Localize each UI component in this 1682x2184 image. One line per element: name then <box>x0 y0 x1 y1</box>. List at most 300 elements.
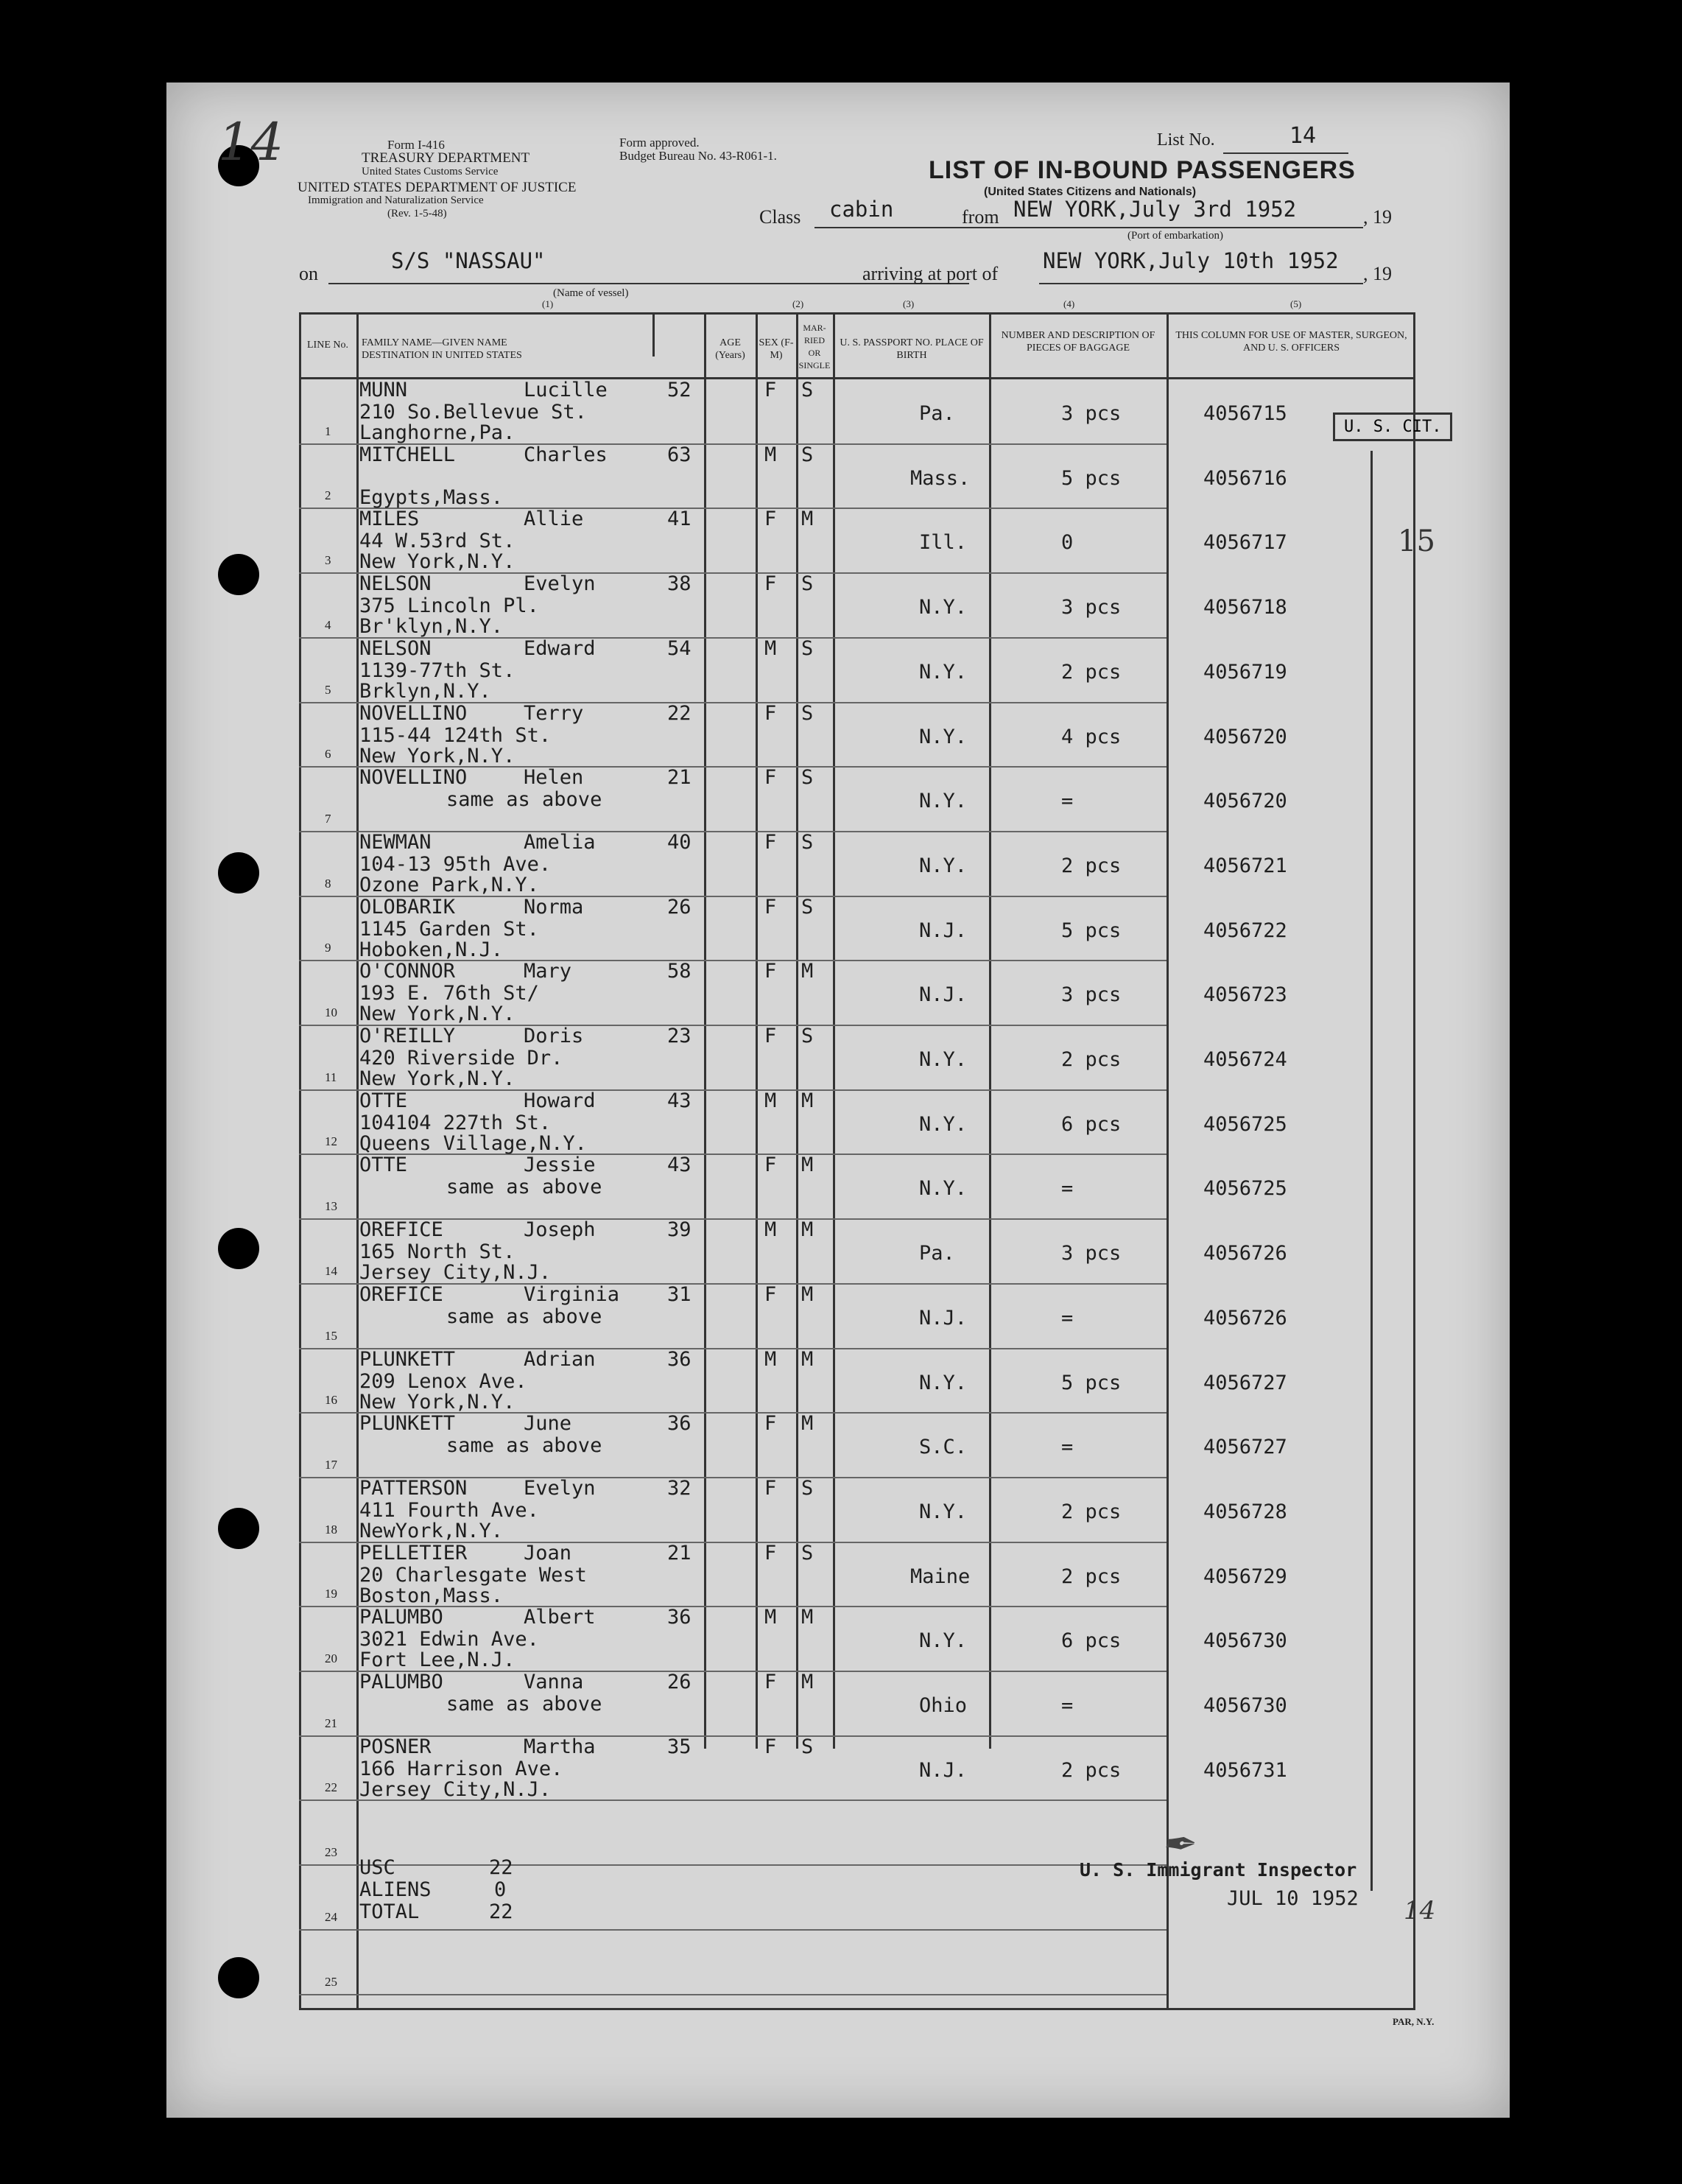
passenger-address: 104104 227th St. <box>359 1112 552 1134</box>
passenger-marital-status: M <box>801 1283 814 1306</box>
from-underline <box>1010 227 1363 228</box>
passenger-address: 104-13 95th Ave. <box>359 853 552 876</box>
ins-service: Immigration and Naturalization Service <box>308 194 484 206</box>
line-number: 7 <box>325 812 331 826</box>
col-divider <box>756 312 758 1749</box>
passenger-baggage: 3 pcs <box>1061 596 1122 619</box>
header-baggage: NUMBER AND DESCRIPTION OF PIECES OF BAGGAGE <box>1001 330 1155 354</box>
us-citizen-stamp: U. S. CIT. <box>1333 412 1452 441</box>
total-count: 22 <box>489 1900 513 1923</box>
line-number: 20 <box>325 1651 337 1665</box>
passenger-city: Br'klyn,N.Y. <box>359 615 504 638</box>
on-label: on <box>299 263 318 284</box>
passenger-city: Brklyn,N.Y. <box>359 680 491 703</box>
arriving-year: , 19 <box>1363 263 1392 284</box>
passenger-given-name: Allie <box>524 508 584 530</box>
passenger-birthplace: N.J. <box>919 1307 968 1330</box>
passenger-passport-number: 4056720 <box>1203 790 1287 812</box>
line-number: 3 <box>325 553 331 567</box>
passenger-baggage: = <box>1061 790 1074 812</box>
passenger-marital-status: M <box>801 960 814 983</box>
passenger-birthplace: Ohio <box>919 1694 968 1717</box>
passenger-address: same as above <box>446 1176 602 1198</box>
passenger-passport-number: 4056721 <box>1203 854 1287 877</box>
passenger-address: 44 W.53rd St. <box>359 530 515 552</box>
passenger-age: 26 <box>667 896 692 919</box>
line-number: 24 <box>325 1910 337 1924</box>
line-number: 17 <box>325 1458 337 1472</box>
passenger-surname: OTTE <box>359 1154 408 1176</box>
line-number: 25 <box>325 1975 337 1989</box>
passenger-given-name: June <box>524 1412 572 1435</box>
passenger-city: Langhorne,Pa. <box>359 421 515 444</box>
line-number: 4 <box>325 618 331 632</box>
passenger-city: New York,N.Y. <box>359 745 515 768</box>
passenger-surname: OTTE <box>359 1089 408 1112</box>
passenger-sex: F <box>764 1025 777 1047</box>
punch-hole <box>218 1228 259 1269</box>
col-divider <box>796 312 798 1749</box>
passenger-sex: F <box>764 572 777 595</box>
passenger-baggage: = <box>1061 1694 1074 1717</box>
page-subtitle: (United States Citizens and Nationals) <box>984 186 1197 198</box>
passenger-passport-number: 4056715 <box>1203 402 1287 425</box>
passenger-marital-status: S <box>801 831 814 854</box>
aliens-label: ALIENS <box>359 1878 432 1901</box>
treasury-dept: TREASURY DEPARTMENT <box>362 150 530 166</box>
passenger-address: 166 Harrison Ave. <box>359 1758 563 1780</box>
passenger-age: 31 <box>667 1283 692 1306</box>
passenger-city: New York,N.Y. <box>359 1003 515 1025</box>
passenger-age: 36 <box>667 1606 692 1629</box>
passenger-address: 420 Riverside Dr. <box>359 1047 563 1070</box>
passenger-sex: F <box>764 1477 777 1500</box>
punch-hole <box>218 852 259 893</box>
line-number: 6 <box>325 747 331 761</box>
form-approved: Form approved. <box>619 136 700 150</box>
page-note: 14 <box>1404 1896 1436 1925</box>
passenger-city: Ozone Park,N.Y. <box>359 874 539 896</box>
passenger-marital-status: M <box>801 508 814 530</box>
passenger-marital-status: M <box>801 1671 814 1693</box>
line-number: 8 <box>325 877 331 891</box>
passenger-surname: NOVELLINO <box>359 702 468 725</box>
passenger-baggage: 3 pcs <box>1061 1242 1122 1265</box>
passenger-sex: M <box>764 1606 777 1629</box>
passenger-surname: NELSON <box>359 637 432 660</box>
from-year: , 19 <box>1363 206 1392 228</box>
passenger-age: 40 <box>667 831 692 854</box>
passenger-birthplace: N.J. <box>919 1759 968 1782</box>
passenger-address: 375 Lincoln Pl. <box>359 594 539 617</box>
passenger-surname: PLUNKETT <box>359 1412 456 1435</box>
header-passport: U. S. PASSPORT NO. PLACE OF BIRTH <box>840 337 984 361</box>
passenger-marital-status: M <box>801 1606 814 1629</box>
passenger-city: New York,N.Y. <box>359 550 515 573</box>
passenger-sex: F <box>764 1735 777 1758</box>
passenger-age: 52 <box>667 379 692 401</box>
passenger-sex: M <box>764 1089 777 1112</box>
header-married: MAR-RIED OR SINGLE <box>798 323 831 371</box>
passenger-birthplace: N.Y. <box>919 1629 968 1652</box>
col-divider <box>652 312 655 357</box>
passenger-surname: POSNER <box>359 1735 432 1758</box>
col-num-4: (4) <box>1063 298 1075 309</box>
passenger-passport-number: 4056731 <box>1203 1759 1287 1782</box>
passenger-surname: OLOBARIK <box>359 896 456 919</box>
passenger-age: 58 <box>667 960 692 983</box>
passenger-city: Boston,Mass. <box>359 1584 504 1607</box>
header-officers: THIS COLUMN FOR USE OF MASTER, SURGEON, AND U. S. OFFICERS <box>1175 330 1407 354</box>
col-num-3: (3) <box>903 298 915 309</box>
passenger-surname: MILES <box>359 508 420 530</box>
passenger-surname: PALUMBO <box>359 1606 443 1629</box>
passenger-passport-number: 4056722 <box>1203 919 1287 942</box>
passenger-birthplace: S.C. <box>919 1436 968 1458</box>
passenger-passport-number: 4056718 <box>1203 596 1287 619</box>
passenger-given-name: Mary <box>524 960 572 983</box>
passenger-baggage: 2 pcs <box>1061 854 1122 877</box>
col-num-1: (1) <box>542 298 554 309</box>
passenger-surname: OREFICE <box>359 1218 443 1241</box>
passenger-sex: F <box>764 1283 777 1306</box>
passenger-surname: MITCHELL <box>359 443 456 466</box>
aliens-count: 0 <box>494 1878 507 1901</box>
header-line: LINE No. <box>307 340 348 351</box>
header-sex: SEX (F-M) <box>759 337 794 361</box>
vessel-label: (Name of vessel) <box>553 287 629 299</box>
passenger-given-name: Virginia <box>524 1283 620 1306</box>
passenger-given-name: Edward <box>524 637 596 660</box>
line-number: 16 <box>325 1393 337 1407</box>
passenger-sex: F <box>764 896 777 919</box>
row-rule <box>299 1929 1167 1931</box>
passenger-birthplace: N.Y. <box>919 790 968 812</box>
punch-hole <box>218 554 259 595</box>
passenger-birthplace: N.J. <box>919 983 968 1006</box>
passenger-given-name: Evelyn <box>524 572 596 595</box>
row-rule <box>299 1864 1167 1866</box>
passenger-baggage: 2 pcs <box>1061 1048 1122 1071</box>
passenger-baggage: 2 pcs <box>1061 661 1122 684</box>
vessel-name: S/S "NASSAU" <box>391 248 546 273</box>
line-number: 19 <box>325 1587 337 1601</box>
col-divider <box>1167 312 1169 2010</box>
passenger-baggage: 6 pcs <box>1061 1629 1122 1652</box>
line-number: 11 <box>325 1070 337 1084</box>
page-title: LIST OF IN-BOUND PASSENGERS <box>929 156 1356 184</box>
passenger-age: 63 <box>667 443 692 466</box>
passenger-marital-status: S <box>801 1542 814 1565</box>
class-value: cabin <box>829 197 894 222</box>
passenger-city: Queens Village,N.Y. <box>359 1132 587 1155</box>
passenger-birthplace: N.Y. <box>919 726 968 748</box>
passenger-birthplace: N.Y. <box>919 1113 968 1136</box>
passenger-address: 165 North St. <box>359 1240 515 1263</box>
row-rule <box>299 1994 1167 1995</box>
line-number: 23 <box>325 1845 337 1859</box>
line-number: 1 <box>325 424 331 438</box>
line-number: 13 <box>325 1199 337 1213</box>
passenger-passport-number: 4056720 <box>1203 726 1287 748</box>
passenger-given-name: Amelia <box>524 831 596 854</box>
header-rule <box>299 377 1415 379</box>
passenger-age: 21 <box>667 766 692 789</box>
port-embarkation-label: (Port of embarkation) <box>1127 230 1223 242</box>
passenger-marital-status: M <box>801 1348 814 1371</box>
passenger-address: 20 Charlesgate West <box>359 1564 587 1587</box>
passenger-surname: PALUMBO <box>359 1671 443 1693</box>
passenger-city: New York,N.Y. <box>359 1067 515 1090</box>
col-divider <box>989 312 991 1749</box>
col-num-2: (2) <box>792 298 804 309</box>
passenger-passport-number: 4056717 <box>1203 531 1287 554</box>
passenger-baggage: 3 pcs <box>1061 983 1122 1006</box>
passenger-age: 35 <box>667 1735 692 1758</box>
passenger-sex: F <box>764 1412 777 1435</box>
header-age: AGE (Years) <box>715 337 745 361</box>
passenger-baggage: 4 pcs <box>1061 726 1122 748</box>
passenger-address: 210 So.Bellevue St. <box>359 401 587 424</box>
arriving-underline <box>1039 283 1363 284</box>
col-divider <box>704 312 706 1749</box>
line-number: 14 <box>325 1264 337 1278</box>
passenger-surname: O'REILLY <box>359 1025 456 1047</box>
passenger-given-name: Helen <box>524 766 584 789</box>
passenger-birthplace: N.Y. <box>919 1177 968 1200</box>
passenger-passport-number: 4056716 <box>1203 467 1287 490</box>
passenger-birthplace: N.Y. <box>919 1372 968 1394</box>
passenger-sex: F <box>764 1542 777 1565</box>
passenger-passport-number: 4056730 <box>1203 1694 1287 1717</box>
passenger-surname: PELLETIER <box>359 1542 468 1565</box>
passenger-sex: M <box>764 1348 777 1371</box>
passenger-baggage: 6 pcs <box>1061 1113 1122 1136</box>
line-number: 18 <box>325 1523 337 1537</box>
passenger-sex: M <box>764 1218 777 1241</box>
passenger-address: 1145 Garden St. <box>359 918 539 941</box>
passenger-baggage: 2 pcs <box>1061 1565 1122 1588</box>
col-divider <box>356 312 359 2010</box>
customs-service: United States Customs Service <box>362 166 499 178</box>
form-number: Form I-416 <box>387 138 445 152</box>
line-number: 9 <box>325 941 331 955</box>
passenger-sex: F <box>764 766 777 789</box>
passenger-address: same as above <box>446 1693 602 1716</box>
passenger-address: 193 E. 76th St/ <box>359 982 539 1005</box>
passenger-surname: NOVELLINO <box>359 766 468 789</box>
passenger-birthplace: N.Y. <box>919 661 968 684</box>
passenger-given-name: Joan <box>524 1542 572 1565</box>
passenger-given-name: Norma <box>524 896 584 919</box>
passenger-age: 26 <box>667 1671 692 1693</box>
passenger-sex: F <box>764 379 777 401</box>
passenger-marital-status: S <box>801 766 814 789</box>
line-number: 15 <box>325 1329 337 1343</box>
passenger-surname: NELSON <box>359 572 432 595</box>
passenger-birthplace: N.Y. <box>919 1500 968 1523</box>
passenger-sex: M <box>764 443 777 466</box>
passenger-marital-status: S <box>801 637 814 660</box>
passenger-birthplace: N.Y. <box>919 854 968 877</box>
passenger-passport-number: 4056719 <box>1203 661 1287 684</box>
passenger-baggage: = <box>1061 1307 1074 1330</box>
passenger-baggage: 5 pcs <box>1061 1372 1122 1394</box>
passenger-address: 3021 Edwin Ave. <box>359 1628 539 1651</box>
passenger-passport-number: 4056728 <box>1203 1500 1287 1523</box>
passenger-marital-status: M <box>801 1154 814 1176</box>
passenger-address: 209 Lenox Ave. <box>359 1370 527 1393</box>
passenger-passport-number: 4056726 <box>1203 1307 1287 1330</box>
line-number: 22 <box>325 1780 337 1794</box>
passenger-age: 43 <box>667 1089 692 1112</box>
passenger-marital-status: M <box>801 1218 814 1241</box>
manifest-page <box>166 82 1510 2118</box>
passenger-age: 41 <box>667 508 692 530</box>
list-number: 14 <box>1289 123 1317 149</box>
passenger-birthplace: N.Y. <box>919 1048 968 1071</box>
passenger-age: 54 <box>667 637 692 660</box>
passenger-age: 39 <box>667 1218 692 1241</box>
justice-dept: UNITED STATES DEPARTMENT OF JUSTICE <box>298 180 577 195</box>
passenger-baggage: 3 pcs <box>1061 402 1122 425</box>
passenger-birthplace: Ill. <box>919 531 968 554</box>
passenger-given-name: Albert <box>524 1606 596 1629</box>
passenger-given-name: Martha <box>524 1735 596 1758</box>
passenger-baggage: 2 pcs <box>1061 1759 1122 1782</box>
passenger-age: 36 <box>667 1412 692 1435</box>
punch-hole <box>218 1957 259 1998</box>
line-number: 10 <box>325 1005 337 1019</box>
passenger-marital-status: S <box>801 1477 814 1500</box>
passenger-given-name: Lucille <box>524 379 608 401</box>
passenger-birthplace: Pa. <box>919 1242 955 1265</box>
passenger-surname: MUNN <box>359 379 408 401</box>
inspector-label: U. S. Immigrant Inspector <box>1080 1859 1357 1881</box>
passenger-baggage: = <box>1061 1177 1074 1200</box>
list-number-label: List No. <box>1157 130 1215 150</box>
passenger-address: 1139-77th St. <box>359 659 515 682</box>
embarkation-port: NEW YORK,July 3rd 1952 <box>1013 197 1297 222</box>
passenger-city: Fort Lee,N.J. <box>359 1648 515 1671</box>
passenger-marital-status: S <box>801 1025 814 1047</box>
passenger-given-name: Charles <box>524 443 608 466</box>
total-label: TOTAL <box>359 1900 420 1923</box>
header-name: FAMILY NAME—GIVEN NAME DESTINATION IN UNITED STATES <box>362 337 522 361</box>
passenger-city: Jersey City,N.J. <box>359 1261 552 1284</box>
passenger-given-name: Jessie <box>524 1154 596 1176</box>
passenger-marital-status: S <box>801 572 814 595</box>
budget-bureau: Budget Bureau No. 43-R061-1. <box>619 149 777 163</box>
passenger-passport-number: 4056727 <box>1203 1436 1287 1458</box>
passenger-marital-status: M <box>801 1089 814 1112</box>
passenger-city: New York,N.Y. <box>359 1391 515 1414</box>
punch-hole <box>218 1508 259 1549</box>
passenger-given-name: Terry <box>524 702 584 725</box>
passenger-sex: M <box>764 637 777 660</box>
passenger-baggage: 5 pcs <box>1061 467 1122 490</box>
passenger-surname: OREFICE <box>359 1283 443 1306</box>
passenger-age: 43 <box>667 1154 692 1176</box>
passenger-baggage: 2 pcs <box>1061 1500 1122 1523</box>
passenger-baggage: 0 <box>1061 531 1074 554</box>
passenger-address: same as above <box>446 1305 602 1328</box>
margin-note: 14 <box>218 112 284 172</box>
passenger-passport-number: 4056725 <box>1203 1113 1287 1136</box>
passenger-marital-status: S <box>801 443 814 466</box>
col-num-5: (5) <box>1290 298 1302 309</box>
passenger-sex: F <box>764 508 777 530</box>
passenger-passport-number: 4056724 <box>1203 1048 1287 1071</box>
arriving-label: arriving at port of <box>862 263 999 284</box>
passenger-sex: F <box>764 831 777 854</box>
passenger-city: Egypts,Mass. <box>359 486 504 509</box>
passenger-sex: F <box>764 702 777 725</box>
class-label: Class <box>759 206 801 228</box>
passenger-given-name: Adrian <box>524 1348 596 1371</box>
passenger-sex: F <box>764 960 777 983</box>
arrival-port: NEW YORK,July 10th 1952 <box>1043 248 1339 273</box>
passenger-age: 38 <box>667 572 692 595</box>
passenger-birthplace: Pa. <box>919 402 955 425</box>
passenger-marital-status: S <box>801 379 814 401</box>
passenger-address: 411 Fourth Ave. <box>359 1499 539 1522</box>
line-number: 21 <box>325 1716 337 1730</box>
passenger-city: Hoboken,N.J. <box>359 938 504 961</box>
passenger-passport-number: 4056730 <box>1203 1629 1287 1652</box>
passenger-birthplace: Maine <box>910 1565 971 1588</box>
passenger-sex: F <box>764 1671 777 1693</box>
passenger-baggage: 5 pcs <box>1061 919 1122 942</box>
passenger-marital-status: S <box>801 896 814 919</box>
passenger-given-name: Howard <box>524 1089 596 1112</box>
passenger-passport-number: 4056729 <box>1203 1565 1287 1588</box>
line-number: 12 <box>325 1134 337 1148</box>
passenger-sex: F <box>764 1154 777 1176</box>
passenger-surname: PATTERSON <box>359 1477 468 1500</box>
passenger-passport-number: 4056726 <box>1203 1242 1287 1265</box>
passenger-city: NewYork,N.Y. <box>359 1520 504 1542</box>
signature: ✒ <box>1161 1822 1194 1867</box>
usc-count: 22 <box>489 1856 513 1879</box>
passenger-baggage: = <box>1061 1436 1074 1458</box>
count-note: 15 <box>1398 524 1435 558</box>
line-number: 2 <box>325 488 331 502</box>
passenger-surname: O'CONNOR <box>359 960 456 983</box>
passenger-marital-status: M <box>801 1412 814 1435</box>
passenger-birthplace: N.Y. <box>919 596 968 619</box>
passenger-passport-number: 4056725 <box>1203 1177 1287 1200</box>
passenger-address: 115-44 124th St. <box>359 724 552 747</box>
from-label: from <box>962 206 999 228</box>
passenger-marital-status: S <box>801 1735 814 1758</box>
passenger-given-name: Joseph <box>524 1218 596 1241</box>
passenger-given-name: Vanna <box>524 1671 584 1693</box>
col-divider <box>833 312 835 1749</box>
bracket-line <box>1370 451 1373 1891</box>
line-number: 5 <box>325 683 331 697</box>
printer-mark: PAR, N.Y. <box>1393 2016 1435 2027</box>
passenger-birthplace: N.J. <box>919 919 968 942</box>
passenger-birthplace: Mass. <box>910 467 971 490</box>
passenger-address: same as above <box>446 1434 602 1457</box>
passenger-age: 22 <box>667 702 692 725</box>
passenger-given-name: Doris <box>524 1025 584 1047</box>
passenger-passport-number: 4056723 <box>1203 983 1287 1006</box>
passenger-age: 23 <box>667 1025 692 1047</box>
list-number-underline <box>1223 152 1348 154</box>
passenger-age: 21 <box>667 1542 692 1565</box>
